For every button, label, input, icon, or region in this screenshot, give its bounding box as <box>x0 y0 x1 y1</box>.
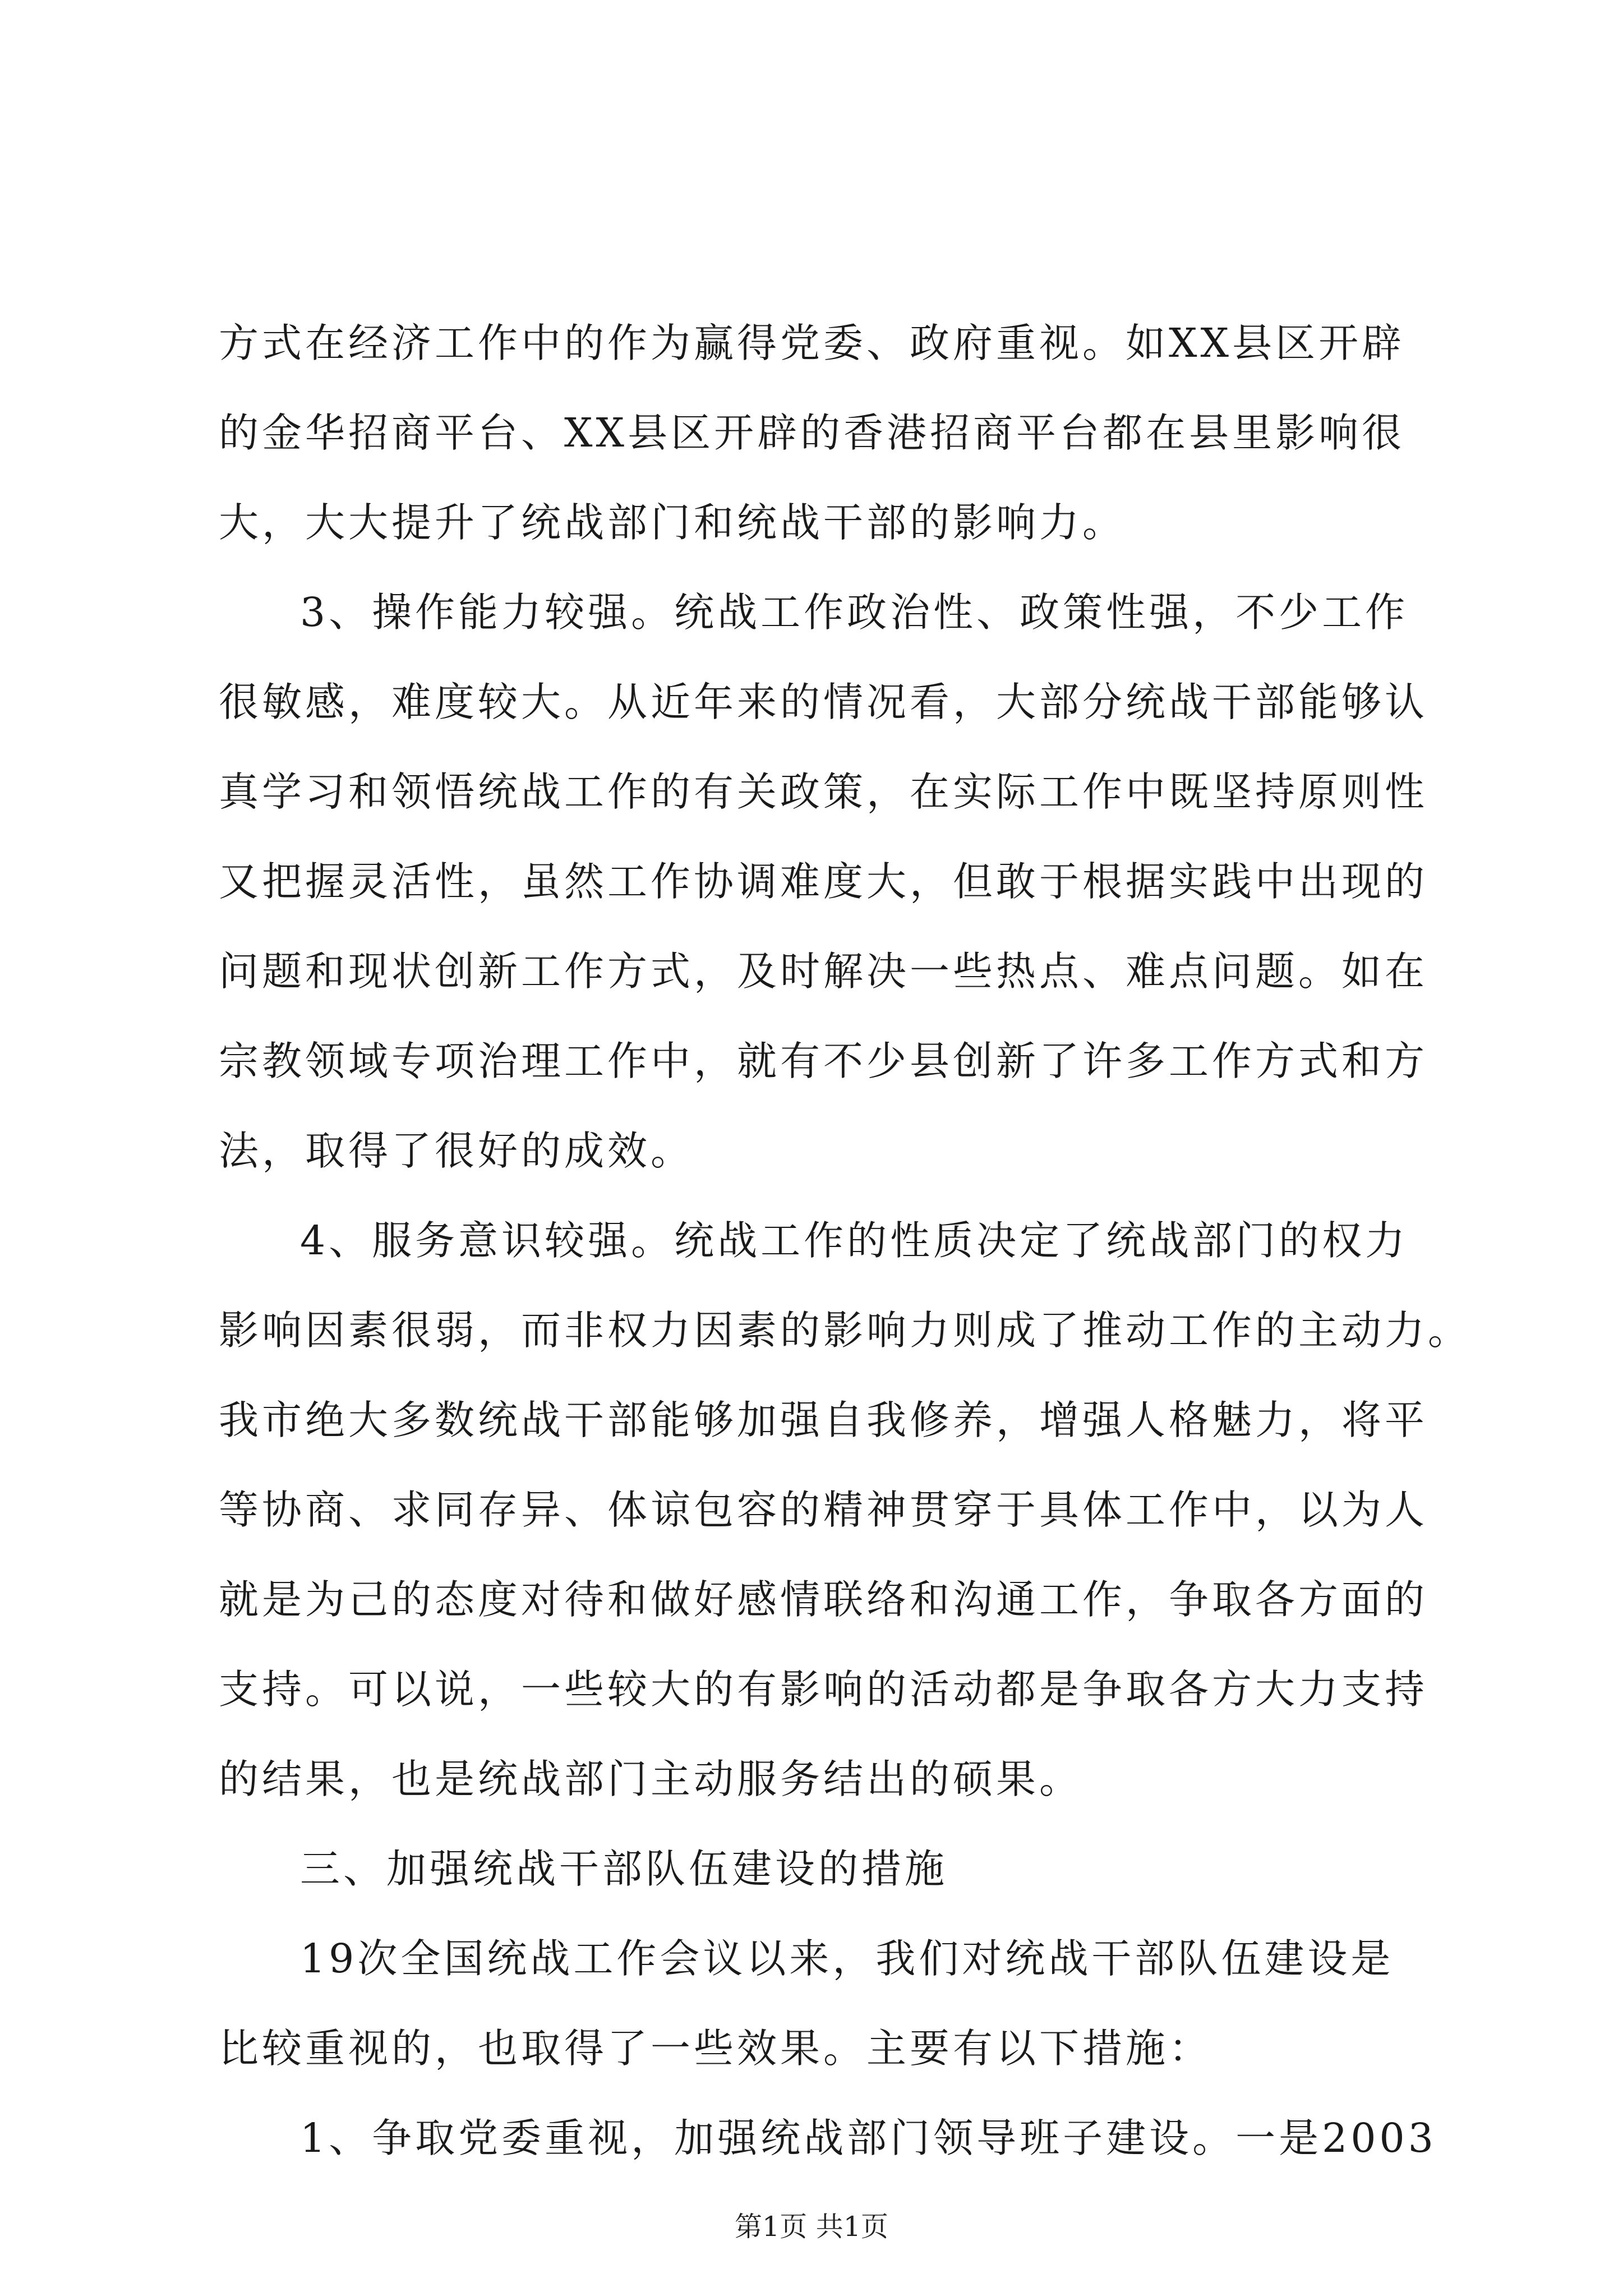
body-line: 我市绝大多数统战干部能够加强自我修养，增强人格魅力，将平 <box>219 1397 1428 1443</box>
page-footer: 第1页 共1页 <box>735 2211 888 2243</box>
body-line: 比较重视的，也取得了一些效果。主要有以下措施： <box>219 2025 1212 2072</box>
body-line: 影响因素很弱，而非权力因素的影响力则成了推动工作的主动力。 <box>219 1307 1472 1354</box>
body-line-paragraph-start: 19次全国统战工作会议以来，我们对统战干部队伍建设是 <box>300 1935 1394 1982</box>
body-line: 宗教领域专项治理工作中，就有不少县创新了许多工作方式和方 <box>219 1038 1428 1084</box>
body-line-paragraph-start: 3、操作能力较强。统战工作政治性、政策性强，不少工作 <box>300 589 1409 636</box>
body-line: 支持。可以说，一些较大的有影响的活动都是争取各方大力支持 <box>219 1666 1428 1713</box>
body-line: 等协商、求同存异、体谅包容的精神贯穿于具体工作中，以为人 <box>219 1487 1428 1533</box>
body-line: 的金华招商平台、XX县区开辟的香港招商平台都在县里影响很 <box>219 409 1405 456</box>
body-line: 又把握灵活性，虽然工作协调难度大，但敢于根据实践中出现的 <box>219 858 1428 905</box>
section-heading: 三、加强统战干部队伍建设的措施 <box>300 1846 948 1892</box>
body-line: 大，大大提升了统战部门和统战干部的影响力。 <box>219 499 1126 546</box>
body-line: 法，取得了很好的成效。 <box>219 1128 694 1174</box>
body-line: 很敏感，难度较大。从近年来的情况看，大部分统战干部能够认 <box>219 679 1428 725</box>
body-line: 方式在经济工作中的作为赢得党委、政府重视。如XX县区开辟 <box>219 320 1405 366</box>
body-line: 就是为己的态度对待和做好感情联络和沟通工作，争取各方面的 <box>219 1576 1428 1623</box>
body-line-paragraph-start: 1、争取党委重视，加强统战部门领导班子建设。一是2003 <box>300 2115 1437 2161</box>
body-line: 的结果，也是统战部门主动服务结出的硕果。 <box>219 1756 1083 1802</box>
body-line-paragraph-start: 4、服务意识较强。统战工作的性质决定了统战部门的权力 <box>300 1217 1409 1264</box>
body-line: 问题和现状创新工作方式，及时解决一些热点、难点问题。如在 <box>219 948 1428 995</box>
body-line: 真学习和领悟统战工作的有关政策，在实际工作中既坚持原则性 <box>219 769 1428 815</box>
